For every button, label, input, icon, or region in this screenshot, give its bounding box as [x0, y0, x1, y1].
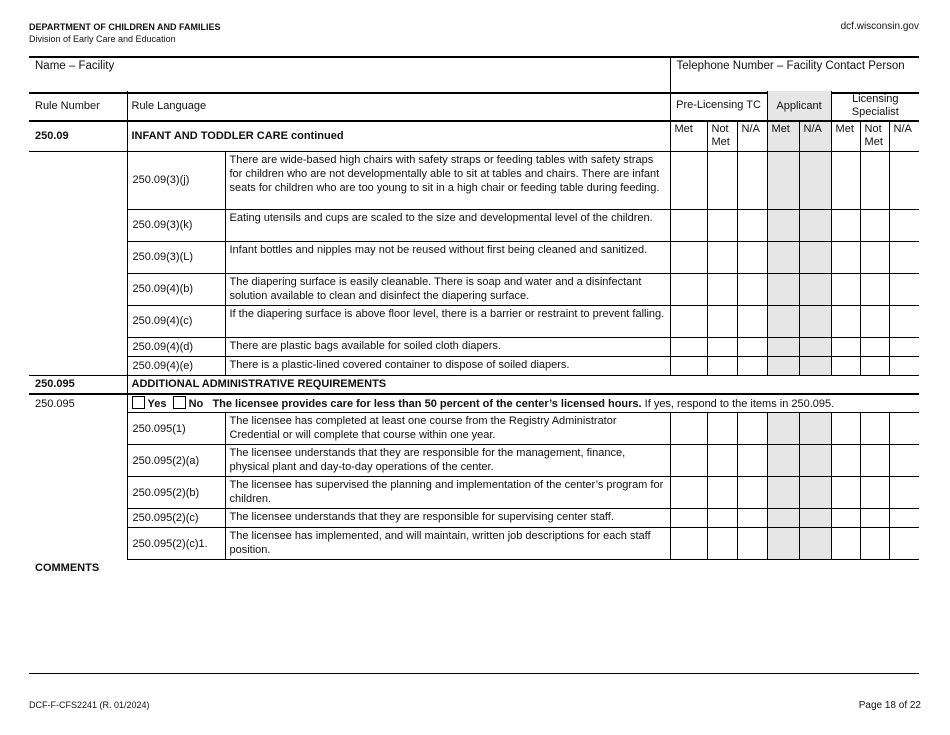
rule-row — [29, 509, 919, 528]
yes-checkbox[interactable] — [132, 396, 145, 409]
comments-label: COMMENTS — [35, 562, 100, 574]
department-name: DEPARTMENT OF CHILDREN AND FAMILIES — [29, 22, 221, 32]
app-met-cell[interactable] — [767, 413, 799, 445]
rule-number-spacer — [29, 445, 127, 477]
pre-not-met-cell[interactable] — [707, 413, 737, 445]
rule-text: There is a plastic-lined covered container to dispose of soiled diapers. — [225, 356, 670, 375]
pre-na-cell[interactable] — [737, 273, 767, 305]
rule-number-spacer — [29, 273, 127, 305]
rule-text: The licensee understands that they are responsible for the management, finance, physical plant and day-to-day operations of the center. — [225, 445, 670, 477]
rule-row — [29, 337, 919, 356]
rule-number: 250.09(4)(d) — [127, 337, 225, 356]
rule-row — [29, 477, 919, 509]
pre-met-cell[interactable] — [670, 528, 707, 560]
app-met-cell[interactable] — [767, 209, 799, 241]
name-facility-field[interactable] — [29, 57, 670, 93]
ls-not-met-cell[interactable] — [860, 528, 889, 560]
ls-na-cell[interactable] — [889, 241, 919, 273]
no-label: No — [188, 398, 204, 410]
col-header-pre-licensing: Pre-Licensing TC — [670, 91, 767, 121]
pre-not-met-cell[interactable] — [707, 241, 737, 273]
pre-not-met-cell[interactable] — [707, 445, 737, 477]
page-number: Page 18 of 22 — [858, 700, 921, 711]
ls-not-met-cell[interactable] — [860, 509, 889, 528]
question-text-bold: The licensee provides care for less than 50 percent of the center’s licensed hours. — [212, 398, 642, 410]
rule-row — [29, 209, 919, 241]
col-header-na: N/A — [799, 121, 831, 151]
pre-met-cell[interactable] — [670, 273, 707, 305]
app-na-cell[interactable] — [799, 305, 831, 337]
col-header-met: Met — [670, 121, 707, 151]
ls-not-met-cell[interactable] — [860, 241, 889, 273]
rule-number: 250.095(1) — [127, 413, 225, 445]
question-number: 250.095 — [29, 394, 127, 413]
ls-met-cell[interactable] — [831, 151, 860, 209]
col-header-not-met: Not Met — [860, 121, 889, 151]
ls-na-cell[interactable] — [889, 337, 919, 356]
col-header-licensing-specialist: Licensing Specialist — [831, 91, 919, 121]
ls-met-cell[interactable] — [831, 305, 860, 337]
rule-row — [29, 151, 919, 209]
app-na-cell[interactable] — [799, 151, 831, 209]
rule-row — [29, 305, 919, 337]
pre-met-cell[interactable] — [670, 445, 707, 477]
col-header-na: N/A — [889, 121, 919, 151]
question-text: If yes, respond to the items in 250.095. — [641, 398, 835, 410]
ls-not-met-cell[interactable] — [860, 413, 889, 445]
rule-number-spacer — [29, 528, 127, 560]
ls-na-cell[interactable] — [889, 477, 919, 509]
rule-number-spacer — [29, 509, 127, 528]
facility-info-table — [29, 56, 919, 94]
pre-na-cell[interactable] — [737, 356, 767, 375]
pre-not-met-cell[interactable] — [707, 337, 737, 356]
division-name: Division of Early Care and Education — [29, 34, 176, 44]
pre-na-cell[interactable] — [737, 413, 767, 445]
no-checkbox[interactable] — [173, 396, 186, 409]
rule-text: If the diapering surface is above floor level, there is a barrier or restraint to prevent falling. — [225, 305, 670, 337]
pre-met-cell[interactable] — [670, 241, 707, 273]
ls-na-cell[interactable] — [889, 305, 919, 337]
col-header-met: Met — [831, 121, 860, 151]
pre-na-cell[interactable] — [737, 209, 767, 241]
section-header-row — [29, 375, 919, 394]
app-met-cell[interactable] — [767, 356, 799, 375]
ls-met-cell[interactable] — [831, 241, 860, 273]
pre-na-cell[interactable] — [737, 528, 767, 560]
ls-not-met-cell[interactable] — [860, 273, 889, 305]
telephone-field[interactable] — [670, 57, 919, 93]
ls-met-cell[interactable] — [831, 528, 860, 560]
rules-checklist-table — [29, 91, 919, 560]
app-met-cell[interactable] — [767, 528, 799, 560]
rule-number-spacer — [29, 356, 127, 375]
ls-not-met-cell[interactable] — [860, 305, 889, 337]
col-header-applicant: Applicant — [767, 91, 831, 121]
app-na-cell[interactable] — [799, 509, 831, 528]
ls-na-cell[interactable] — [889, 356, 919, 375]
pre-not-met-cell[interactable] — [707, 477, 737, 509]
rule-text: There are wide-based high chairs with safety straps or feeding tables with safety straps for children who are not developmentally able to sit at tables and chairs. There are infant seats for children who are too young to sit in a high chair or feeding table during feeding. — [225, 151, 670, 209]
pre-met-cell[interactable] — [670, 305, 707, 337]
pre-met-cell[interactable] — [670, 509, 707, 528]
pre-na-cell[interactable] — [737, 445, 767, 477]
form-id: DCF-F-CFS2241 (R. 01/2024) — [29, 700, 150, 710]
section-title: INFANT AND TODDLER CARE continued — [127, 121, 670, 151]
pre-na-cell[interactable] — [737, 509, 767, 528]
ls-met-cell[interactable] — [831, 356, 860, 375]
rule-number-spacer — [29, 209, 127, 241]
pre-not-met-cell[interactable] — [707, 305, 737, 337]
question-row — [29, 394, 919, 413]
rule-number: 250.09(3)(L) — [127, 241, 225, 273]
rule-text: There are plastic bags available for soiled cloth diapers. — [225, 337, 670, 356]
website-link[interactable]: dcf.wisconsin.gov — [840, 21, 919, 32]
section-title: ADDITIONAL ADMINISTRATIVE REQUIREMENTS — [127, 375, 919, 394]
ls-not-met-cell[interactable] — [860, 337, 889, 356]
pre-na-cell[interactable] — [737, 305, 767, 337]
rule-number: 250.095(2)(a) — [127, 445, 225, 477]
rule-number: 250.095(2)(c)1. — [127, 528, 225, 560]
pre-not-met-cell[interactable] — [707, 509, 737, 528]
rule-number: 250.09(4)(b) — [127, 273, 225, 305]
rule-text: Eating utensils and cups are scaled to the size and developmental level of the children. — [225, 209, 670, 241]
footer-divider — [29, 673, 919, 674]
app-na-cell[interactable] — [799, 528, 831, 560]
col-header-na: N/A — [737, 121, 767, 151]
app-met-cell[interactable] — [767, 305, 799, 337]
rule-number-spacer — [29, 477, 127, 509]
app-met-cell[interactable] — [767, 241, 799, 273]
ls-na-cell[interactable] — [889, 413, 919, 445]
app-met-cell[interactable] — [767, 151, 799, 209]
section-number: 250.095 — [29, 375, 127, 394]
pre-met-cell[interactable] — [670, 151, 707, 209]
ls-na-cell[interactable] — [889, 528, 919, 560]
pre-not-met-cell[interactable] — [707, 528, 737, 560]
app-na-cell[interactable] — [799, 273, 831, 305]
ls-met-cell[interactable] — [831, 445, 860, 477]
rule-row — [29, 445, 919, 477]
pre-na-cell[interactable] — [737, 477, 767, 509]
pre-met-cell[interactable] — [670, 209, 707, 241]
ls-not-met-cell[interactable] — [860, 356, 889, 375]
ls-met-cell[interactable] — [831, 337, 860, 356]
rule-text: The licensee understands that they are responsible for supervising center staff. — [225, 509, 670, 528]
rule-row — [29, 413, 919, 445]
section-number: 250.09 — [29, 121, 127, 151]
rule-number-spacer — [29, 413, 127, 445]
rule-row — [29, 241, 919, 273]
rule-number: 250.09(3)(j) — [127, 151, 225, 209]
rule-number-spacer — [29, 305, 127, 337]
ls-na-cell[interactable] — [889, 151, 919, 209]
ls-met-cell[interactable] — [831, 509, 860, 528]
rule-number-spacer — [29, 151, 127, 209]
pre-na-cell[interactable] — [737, 151, 767, 209]
rule-number: 250.09(3)(k) — [127, 209, 225, 241]
ls-met-cell[interactable] — [831, 413, 860, 445]
pre-not-met-cell[interactable] — [707, 356, 737, 375]
ls-na-cell[interactable] — [889, 445, 919, 477]
rule-text: The licensee has implemented, and will maintain, written job descriptions for each staff position. — [225, 528, 670, 560]
ls-not-met-cell[interactable] — [860, 445, 889, 477]
pre-na-cell[interactable] — [737, 337, 767, 356]
app-na-cell[interactable] — [799, 241, 831, 273]
ls-met-cell[interactable] — [831, 273, 860, 305]
app-na-cell[interactable] — [799, 477, 831, 509]
rule-number-spacer — [29, 337, 127, 356]
ls-na-cell[interactable] — [889, 209, 919, 241]
ls-na-cell[interactable] — [889, 509, 919, 528]
pre-not-met-cell[interactable] — [707, 273, 737, 305]
pre-met-cell[interactable] — [670, 337, 707, 356]
rule-text: The licensee has completed at least one course from the Registry Administrator Credential or will complete that course within one year. — [225, 413, 670, 445]
col-header-rule-number: Rule Number — [35, 99, 100, 112]
rule-number: 250.095(2)(c) — [127, 509, 225, 528]
app-met-cell[interactable] — [767, 273, 799, 305]
app-na-cell[interactable] — [799, 413, 831, 445]
app-met-cell[interactable] — [767, 337, 799, 356]
rule-text: Infant bottles and nipples may not be reused without first being cleaned and sanitized. — [225, 241, 670, 273]
pre-not-met-cell[interactable] — [707, 151, 737, 209]
pre-met-cell[interactable] — [670, 356, 707, 375]
ls-met-cell[interactable] — [831, 209, 860, 241]
question-cell — [127, 394, 919, 413]
pre-met-cell[interactable] — [670, 477, 707, 509]
col-header-met: Met — [767, 121, 799, 151]
rule-number-spacer — [29, 241, 127, 273]
rule-number: 250.095(2)(b) — [127, 477, 225, 509]
ls-not-met-cell[interactable] — [860, 477, 889, 509]
app-met-cell[interactable] — [767, 509, 799, 528]
rule-text: The licensee has supervised the planning and implementation of the center’s program for children. — [225, 477, 670, 509]
rule-number: 250.09(4)(e) — [127, 356, 225, 375]
app-met-cell[interactable] — [767, 477, 799, 509]
app-na-cell[interactable] — [799, 209, 831, 241]
app-na-cell[interactable] — [799, 356, 831, 375]
rule-row — [29, 356, 919, 375]
ls-not-met-cell[interactable] — [860, 151, 889, 209]
app-na-cell[interactable] — [799, 337, 831, 356]
rule-number: 250.09(4)(c) — [127, 305, 225, 337]
rule-text: The diapering surface is easily cleanable. There is soap and water and a disinfectant solution available to clean and disinfect the diapering surface. — [225, 273, 670, 305]
name-facility-label: Name – Facility — [35, 60, 115, 72]
ls-na-cell[interactable] — [889, 273, 919, 305]
ls-not-met-cell[interactable] — [860, 209, 889, 241]
pre-na-cell[interactable] — [737, 241, 767, 273]
pre-not-met-cell[interactable] — [707, 209, 737, 241]
ls-met-cell[interactable] — [831, 477, 860, 509]
page-header-left — [29, 21, 221, 45]
col-header-rule-language: Rule Language — [127, 91, 670, 121]
telephone-label: Telephone Number – Facility Contact Person — [676, 60, 905, 72]
rule-row — [29, 528, 919, 560]
rule-row — [29, 273, 919, 305]
col-header-not-met: Not Met — [707, 121, 737, 151]
app-met-cell[interactable] — [767, 445, 799, 477]
app-na-cell[interactable] — [799, 445, 831, 477]
yes-label: Yes — [147, 398, 167, 410]
pre-met-cell[interactable] — [670, 413, 707, 445]
